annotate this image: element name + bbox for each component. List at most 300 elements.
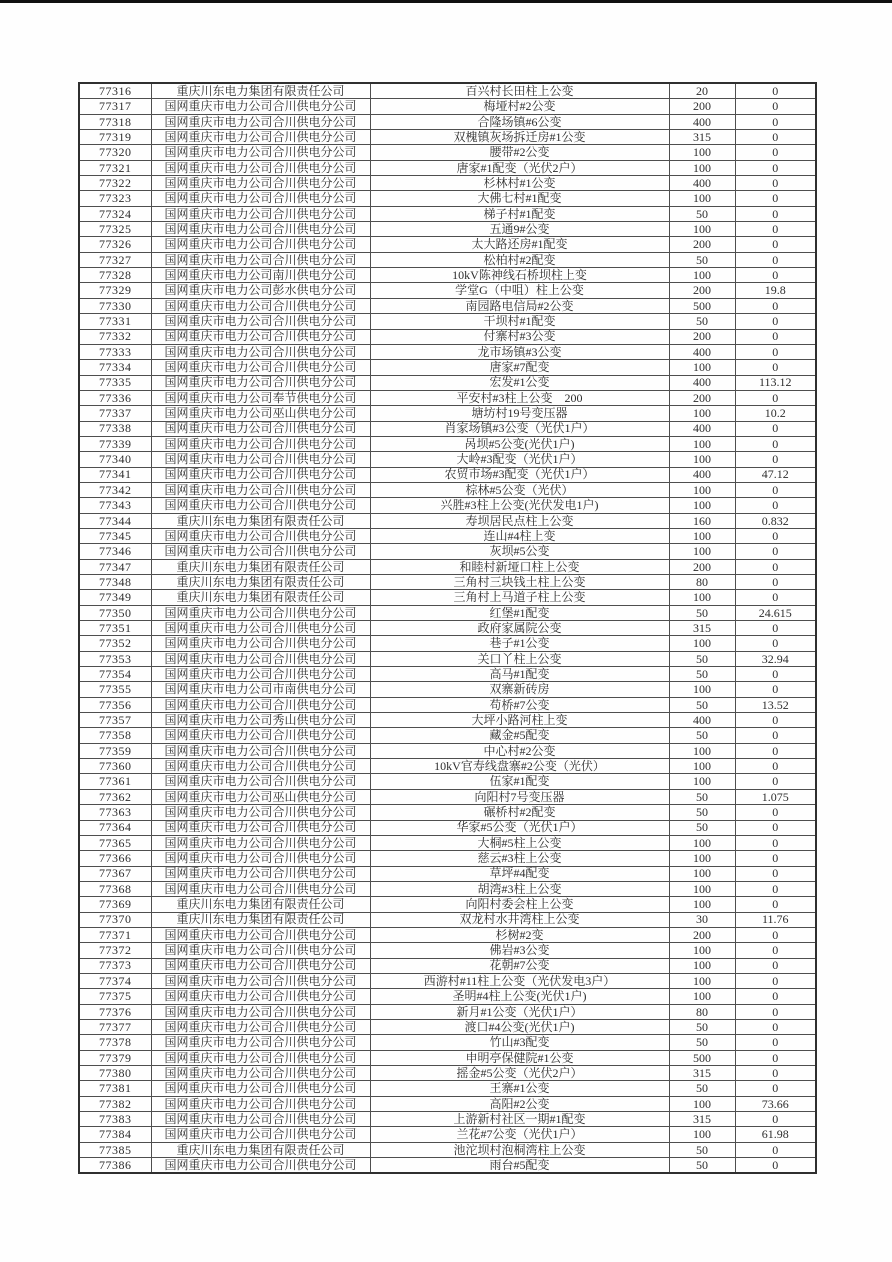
cell-capacity: 50 — [669, 805, 735, 820]
cell-value: 0 — [735, 176, 816, 191]
table-row — [79, 575, 816, 590]
table-row — [79, 989, 816, 1004]
cell-value: 1.075 — [735, 789, 816, 804]
table-row — [79, 360, 816, 375]
cell-company: 国网重庆市电力公司合川供电分公司 — [151, 697, 370, 712]
cell-capacity: 80 — [669, 1004, 735, 1019]
cell-capacity: 100 — [669, 436, 735, 451]
cell-record-id: 77335 — [79, 375, 151, 390]
cell-transformer-name: 兰花#7公变（光伏1户） — [370, 1127, 669, 1142]
table-row — [79, 482, 816, 497]
table-row — [79, 237, 816, 252]
table-row — [79, 528, 816, 543]
cell-record-id: 77356 — [79, 697, 151, 712]
cell-record-id: 77339 — [79, 436, 151, 451]
cell-record-id: 77355 — [79, 682, 151, 697]
table-row — [79, 728, 816, 743]
cell-transformer-name: 大桐#5柱上公变 — [370, 835, 669, 850]
cell-company: 国网重庆市电力公司南川供电分公司 — [151, 268, 370, 283]
cell-record-id: 77321 — [79, 160, 151, 175]
cell-value: 0 — [735, 1035, 816, 1050]
cell-company: 国网重庆市电力公司合川供电分公司 — [151, 298, 370, 313]
cell-record-id: 77363 — [79, 805, 151, 820]
cell-company: 国网重庆市电力公司合川供电分公司 — [151, 176, 370, 191]
cell-record-id: 77338 — [79, 421, 151, 436]
cell-value: 0 — [735, 528, 816, 543]
cell-transformer-name: 中心村#2公变 — [370, 743, 669, 758]
cell-record-id: 77372 — [79, 943, 151, 958]
cell-record-id: 77319 — [79, 130, 151, 145]
cell-company: 重庆川东电力集团有限责任公司 — [151, 83, 370, 99]
cell-capacity: 100 — [669, 851, 735, 866]
cell-company: 国网重庆市电力公司合川供电分公司 — [151, 743, 370, 758]
cell-record-id: 77381 — [79, 1081, 151, 1096]
cell-value: 0 — [735, 667, 816, 682]
cell-capacity: 400 — [669, 114, 735, 129]
cell-record-id: 77350 — [79, 605, 151, 620]
cell-capacity: 50 — [669, 667, 735, 682]
cell-company: 重庆川东电力集团有限责任公司 — [151, 1142, 370, 1157]
cell-record-id: 77369 — [79, 897, 151, 912]
cell-capacity: 400 — [669, 375, 735, 390]
table-row — [79, 651, 816, 666]
cell-company: 国网重庆市电力公司秀山供电分公司 — [151, 713, 370, 728]
cell-transformer-name: 新月#1公变（光伏1户） — [370, 1004, 669, 1019]
table-row — [79, 605, 816, 620]
cell-value: 0 — [735, 1050, 816, 1065]
cell-capacity: 100 — [669, 973, 735, 988]
cell-capacity: 200 — [669, 927, 735, 942]
table-row — [79, 759, 816, 774]
cell-company: 国网重庆市电力公司合川供电分公司 — [151, 943, 370, 958]
cell-capacity: 100 — [669, 989, 735, 1004]
cell-capacity: 100 — [669, 759, 735, 774]
table-row — [79, 1142, 816, 1157]
cell-company: 国网重庆市电力公司合川供电分公司 — [151, 421, 370, 436]
cell-company: 国网重庆市电力公司合川供电分公司 — [151, 252, 370, 267]
cell-capacity: 50 — [669, 728, 735, 743]
cell-company: 重庆川东电力集团有限责任公司 — [151, 575, 370, 590]
cell-record-id: 77375 — [79, 989, 151, 1004]
table-row — [79, 697, 816, 712]
cell-company: 国网重庆市电力公司合川供电分公司 — [151, 237, 370, 252]
cell-record-id: 77343 — [79, 498, 151, 513]
cell-company: 国网重庆市电力公司合川供电分公司 — [151, 927, 370, 942]
cell-transformer-name: 和睦村新垭口柱上公变 — [370, 559, 669, 574]
cell-capacity: 400 — [669, 344, 735, 359]
cell-capacity: 315 — [669, 1066, 735, 1081]
cell-value: 73.66 — [735, 1096, 816, 1111]
table-row — [79, 421, 816, 436]
cell-value: 0 — [735, 1066, 816, 1081]
cell-record-id: 77316 — [79, 83, 151, 99]
cell-capacity: 50 — [669, 820, 735, 835]
table-row — [79, 498, 816, 513]
cell-value: 0 — [735, 774, 816, 789]
cell-transformer-name: 龙市场镇#3公变 — [370, 344, 669, 359]
cell-capacity: 50 — [669, 206, 735, 221]
cell-record-id: 77357 — [79, 713, 151, 728]
cell-record-id: 77318 — [79, 114, 151, 129]
cell-record-id: 77348 — [79, 575, 151, 590]
table-row — [79, 130, 816, 145]
cell-value: 32.94 — [735, 651, 816, 666]
table-row — [79, 774, 816, 789]
cell-transformer-name: 唐家#7配变 — [370, 360, 669, 375]
cell-value: 0 — [735, 943, 816, 958]
cell-record-id: 77328 — [79, 268, 151, 283]
cell-capacity: 200 — [669, 99, 735, 114]
cell-capacity: 50 — [669, 651, 735, 666]
cell-value: 24.615 — [735, 605, 816, 620]
cell-capacity: 100 — [669, 897, 735, 912]
cell-capacity: 100 — [669, 191, 735, 206]
table-row — [79, 973, 816, 988]
cell-transformer-name: 10kV陈神线石桥坝柱上变 — [370, 268, 669, 283]
cell-company: 国网重庆市电力公司合川供电分公司 — [151, 973, 370, 988]
table-row — [79, 835, 816, 850]
cell-company: 国网重庆市电力公司合川供电分公司 — [151, 667, 370, 682]
cell-value: 0 — [735, 759, 816, 774]
cell-value: 0 — [735, 222, 816, 237]
cell-record-id: 77347 — [79, 559, 151, 574]
cell-record-id: 77370 — [79, 912, 151, 927]
cell-transformer-name: 慈云#3柱上公变 — [370, 851, 669, 866]
table-row — [79, 897, 816, 912]
cell-capacity: 100 — [669, 636, 735, 651]
table-row — [79, 298, 816, 313]
cell-company: 国网重庆市电力公司合川供电分公司 — [151, 820, 370, 835]
cell-capacity: 100 — [669, 360, 735, 375]
cell-record-id: 77320 — [79, 145, 151, 160]
cell-transformer-name: 向阳村7号变压器 — [370, 789, 669, 804]
cell-record-id: 77340 — [79, 452, 151, 467]
cell-value: 0 — [735, 1081, 816, 1096]
cell-transformer-name: 南园路电信局#2公变 — [370, 298, 669, 313]
cell-capacity: 100 — [669, 482, 735, 497]
cell-transformer-name: 西游村#11柱上公变（光伏发电3户） — [370, 973, 669, 988]
table-row — [79, 559, 816, 574]
cell-capacity: 100 — [669, 590, 735, 605]
cell-transformer-name: 梅垭村#2公变 — [370, 99, 669, 114]
cell-record-id: 77362 — [79, 789, 151, 804]
cell-company: 国网重庆市电力公司合川供电分公司 — [151, 452, 370, 467]
cell-transformer-name: 巷子#1公变 — [370, 636, 669, 651]
table-row — [79, 1035, 816, 1050]
cell-company: 国网重庆市电力公司合川供电分公司 — [151, 145, 370, 160]
cell-value: 0 — [735, 421, 816, 436]
cell-company: 国网重庆市电力公司合川供电分公司 — [151, 360, 370, 375]
cell-capacity: 400 — [669, 467, 735, 482]
cell-record-id: 77351 — [79, 621, 151, 636]
table-row — [79, 1158, 816, 1174]
cell-record-id: 77371 — [79, 927, 151, 942]
cell-transformer-name: 唐家#1配变（光伏2户） — [370, 160, 669, 175]
cell-transformer-name: 草坪#4配变 — [370, 866, 669, 881]
table-row — [79, 820, 816, 835]
cell-capacity: 50 — [669, 1142, 735, 1157]
cell-capacity: 100 — [669, 452, 735, 467]
cell-company: 国网重庆市电力公司合川供电分公司 — [151, 1019, 370, 1034]
cell-company: 国网重庆市电力公司合川供电分公司 — [151, 528, 370, 543]
cell-capacity: 100 — [669, 743, 735, 758]
cell-record-id: 77380 — [79, 1066, 151, 1081]
cell-record-id: 77366 — [79, 851, 151, 866]
table-row — [79, 114, 816, 129]
cell-record-id: 77376 — [79, 1004, 151, 1019]
table-row — [79, 176, 816, 191]
cell-value: 0 — [735, 268, 816, 283]
cell-record-id: 77323 — [79, 191, 151, 206]
cell-transformer-name: 关口丫柱上公变 — [370, 651, 669, 666]
cell-record-id: 77386 — [79, 1158, 151, 1174]
table-row — [79, 682, 816, 697]
cell-transformer-name: 合隆场镇#6公变 — [370, 114, 669, 129]
cell-company: 国网重庆市电力公司合川供电分公司 — [151, 498, 370, 513]
cell-transformer-name: 苟桥#7公变 — [370, 697, 669, 712]
cell-value: 113.12 — [735, 375, 816, 390]
cell-capacity: 100 — [669, 145, 735, 160]
cell-company: 国网重庆市电力公司巫山供电分公司 — [151, 789, 370, 804]
cell-record-id: 77379 — [79, 1050, 151, 1065]
cell-value: 0 — [735, 145, 816, 160]
cell-capacity: 160 — [669, 513, 735, 528]
cell-capacity: 100 — [669, 268, 735, 283]
cell-company: 国网重庆市电力公司合川供电分公司 — [151, 621, 370, 636]
cell-value: 0 — [735, 83, 816, 99]
cell-company: 国网重庆市电力公司合川供电分公司 — [151, 851, 370, 866]
cell-capacity: 100 — [669, 528, 735, 543]
cell-company: 国网重庆市电力公司彭水供电分公司 — [151, 283, 370, 298]
cell-record-id: 77345 — [79, 528, 151, 543]
cell-capacity: 200 — [669, 329, 735, 344]
cell-value: 0 — [735, 636, 816, 651]
cell-value: 0 — [735, 360, 816, 375]
cell-value: 0 — [735, 866, 816, 881]
table-row — [79, 206, 816, 221]
cell-capacity: 100 — [669, 160, 735, 175]
cell-value: 0 — [735, 851, 816, 866]
cell-value: 10.2 — [735, 406, 816, 421]
cell-record-id: 77336 — [79, 390, 151, 405]
cell-value: 0 — [735, 452, 816, 467]
table-row — [79, 743, 816, 758]
cell-record-id: 77330 — [79, 298, 151, 313]
cell-transformer-name: 花朝#7公变 — [370, 958, 669, 973]
cell-value: 0 — [735, 621, 816, 636]
cell-record-id: 77342 — [79, 482, 151, 497]
table-row — [79, 145, 816, 160]
cell-transformer-name: 藏金#5配变 — [370, 728, 669, 743]
cell-transformer-name: 圣明#4柱上公变(光伏1户) — [370, 989, 669, 1004]
table-row — [79, 268, 816, 283]
cell-company: 国网重庆市电力公司合川供电分公司 — [151, 881, 370, 896]
table-row — [79, 1096, 816, 1111]
cell-capacity: 100 — [669, 835, 735, 850]
cell-value: 0 — [735, 191, 816, 206]
cell-transformer-name: 佛岩#3公变 — [370, 943, 669, 958]
cell-record-id: 77325 — [79, 222, 151, 237]
cell-record-id: 77368 — [79, 881, 151, 896]
table-row — [79, 1112, 816, 1127]
cell-company: 国网重庆市电力公司合川供电分公司 — [151, 605, 370, 620]
table-row — [79, 160, 816, 175]
cell-capacity: 200 — [669, 283, 735, 298]
cell-company: 国网重庆市电力公司合川供电分公司 — [151, 1066, 370, 1081]
cell-record-id: 77367 — [79, 866, 151, 881]
cell-capacity: 315 — [669, 1112, 735, 1127]
cell-company: 国网重庆市电力公司合川供电分公司 — [151, 314, 370, 329]
cell-company: 重庆川东电力集团有限责任公司 — [151, 559, 370, 574]
table-row — [79, 314, 816, 329]
cell-value: 0.832 — [735, 513, 816, 528]
cell-record-id: 77385 — [79, 1142, 151, 1157]
cell-company: 重庆川东电力集团有限责任公司 — [151, 513, 370, 528]
table-row — [79, 805, 816, 820]
cell-record-id: 77331 — [79, 314, 151, 329]
cell-company: 国网重庆市电力公司合川供电分公司 — [151, 1081, 370, 1096]
cell-transformer-name: 大坪小路河柱上变 — [370, 713, 669, 728]
cell-value: 0 — [735, 1004, 816, 1019]
cell-capacity: 500 — [669, 298, 735, 313]
cell-company: 国网重庆市电力公司合川供电分公司 — [151, 805, 370, 820]
cell-value: 0 — [735, 436, 816, 451]
cell-value: 0 — [735, 682, 816, 697]
cell-transformer-name: 碾桥村#2配变 — [370, 805, 669, 820]
cell-company: 重庆川东电力集团有限责任公司 — [151, 897, 370, 912]
cell-company: 国网重庆市电力公司合川供电分公司 — [151, 130, 370, 145]
cell-capacity: 50 — [669, 697, 735, 712]
cell-record-id: 77374 — [79, 973, 151, 988]
cell-company: 国网重庆市电力公司合川供电分公司 — [151, 191, 370, 206]
cell-transformer-name: 松柏村#2配变 — [370, 252, 669, 267]
cell-value: 0 — [735, 1112, 816, 1127]
cell-transformer-name: 农贸市场#3配变（光伏1户） — [370, 467, 669, 482]
cell-record-id: 77346 — [79, 544, 151, 559]
cell-record-id: 77322 — [79, 176, 151, 191]
cell-capacity: 400 — [669, 713, 735, 728]
cell-transformer-name: 灰坝#5公变 — [370, 544, 669, 559]
cell-record-id: 77359 — [79, 743, 151, 758]
cell-transformer-name: 胡湾#3柱上公变 — [370, 881, 669, 896]
cell-value: 0 — [735, 897, 816, 912]
cell-company: 国网重庆市电力公司巫山供电分公司 — [151, 406, 370, 421]
cell-value: 0 — [735, 160, 816, 175]
cell-transformer-name: 红堡#1配变 — [370, 605, 669, 620]
cell-record-id: 77378 — [79, 1035, 151, 1050]
cell-transformer-name: 棕林#5公变（光伏） — [370, 482, 669, 497]
cell-company: 重庆川东电力集团有限责任公司 — [151, 590, 370, 605]
cell-company: 国网重庆市电力公司合川供电分公司 — [151, 375, 370, 390]
cell-record-id: 77383 — [79, 1112, 151, 1127]
cell-value: 0 — [735, 881, 816, 896]
cell-transformer-name: 雨台#5配变 — [370, 1158, 669, 1174]
cell-capacity: 100 — [669, 866, 735, 881]
cell-record-id: 77353 — [79, 651, 151, 666]
cell-value: 0 — [735, 1142, 816, 1157]
cell-transformer-name: 向阳村委会柱上公变 — [370, 897, 669, 912]
cell-company: 国网重庆市电力公司合川供电分公司 — [151, 222, 370, 237]
cell-capacity: 100 — [669, 544, 735, 559]
cell-value: 0 — [735, 835, 816, 850]
cell-value: 0 — [735, 590, 816, 605]
cell-company: 国网重庆市电力公司合川供电分公司 — [151, 958, 370, 973]
cell-record-id: 77337 — [79, 406, 151, 421]
cell-value: 0 — [735, 314, 816, 329]
cell-capacity: 200 — [669, 390, 735, 405]
cell-value: 0 — [735, 114, 816, 129]
cell-capacity: 400 — [669, 421, 735, 436]
cell-capacity: 100 — [669, 774, 735, 789]
cell-transformer-name: 太大路还房#1配变 — [370, 237, 669, 252]
cell-company: 国网重庆市电力公司合川供电分公司 — [151, 1004, 370, 1019]
table-row — [79, 191, 816, 206]
cell-transformer-name: 塘坊村19号变压器 — [370, 406, 669, 421]
cell-capacity: 315 — [669, 621, 735, 636]
cell-capacity: 100 — [669, 682, 735, 697]
cell-transformer-name: 10kV官寿线盘寨#2公变（光伏） — [370, 759, 669, 774]
cell-capacity: 200 — [669, 559, 735, 574]
table-row — [79, 881, 816, 896]
cell-record-id: 77334 — [79, 360, 151, 375]
cell-value: 0 — [735, 298, 816, 313]
scan-edge-artifact — [0, 0, 892, 3]
cell-capacity: 500 — [669, 1050, 735, 1065]
cell-company: 国网重庆市电力公司合川供电分公司 — [151, 1127, 370, 1142]
cell-capacity: 100 — [669, 1127, 735, 1142]
table-row — [79, 222, 816, 237]
cell-company: 国网重庆市电力公司合川供电分公司 — [151, 835, 370, 850]
cell-value: 0 — [735, 99, 816, 114]
table-row — [79, 1081, 816, 1096]
cell-value: 0 — [735, 237, 816, 252]
cell-value: 0 — [735, 559, 816, 574]
cell-company: 国网重庆市电力公司合川供电分公司 — [151, 636, 370, 651]
cell-record-id: 77324 — [79, 206, 151, 221]
cell-capacity: 100 — [669, 958, 735, 973]
table-row — [79, 851, 816, 866]
cell-record-id: 77354 — [79, 667, 151, 682]
table-row — [79, 544, 816, 559]
cell-transformer-name: 五通9#公变 — [370, 222, 669, 237]
cell-capacity: 100 — [669, 881, 735, 896]
cell-company: 国网重庆市电力公司合川供电分公司 — [151, 544, 370, 559]
cell-transformer-name: 双槐镇灰场拆迁房#1公变 — [370, 130, 669, 145]
cell-capacity: 50 — [669, 1081, 735, 1096]
cell-capacity: 100 — [669, 498, 735, 513]
cell-capacity: 100 — [669, 406, 735, 421]
cell-transformer-name: 大佛七村#1配变 — [370, 191, 669, 206]
cell-transformer-name: 干坝村#1配变 — [370, 314, 669, 329]
cell-transformer-name: 连山#4柱上变 — [370, 528, 669, 543]
cell-value: 0 — [735, 743, 816, 758]
cell-value: 0 — [735, 575, 816, 590]
cell-value: 0 — [735, 728, 816, 743]
table-row — [79, 467, 816, 482]
cell-company: 国网重庆市电力公司合川供电分公司 — [151, 482, 370, 497]
cell-company: 国网重庆市电力公司合川供电分公司 — [151, 114, 370, 129]
cell-transformer-name: 竹山#3配变 — [370, 1035, 669, 1050]
table-row — [79, 436, 816, 451]
cell-value: 0 — [735, 805, 816, 820]
cell-record-id: 77365 — [79, 835, 151, 850]
cell-company: 国网重庆市电力公司合川供电分公司 — [151, 206, 370, 221]
cell-company: 重庆川东电力集团有限责任公司 — [151, 912, 370, 927]
cell-value: 11.76 — [735, 912, 816, 927]
cell-value: 0 — [735, 390, 816, 405]
table-row — [79, 1019, 816, 1034]
cell-value: 0 — [735, 252, 816, 267]
